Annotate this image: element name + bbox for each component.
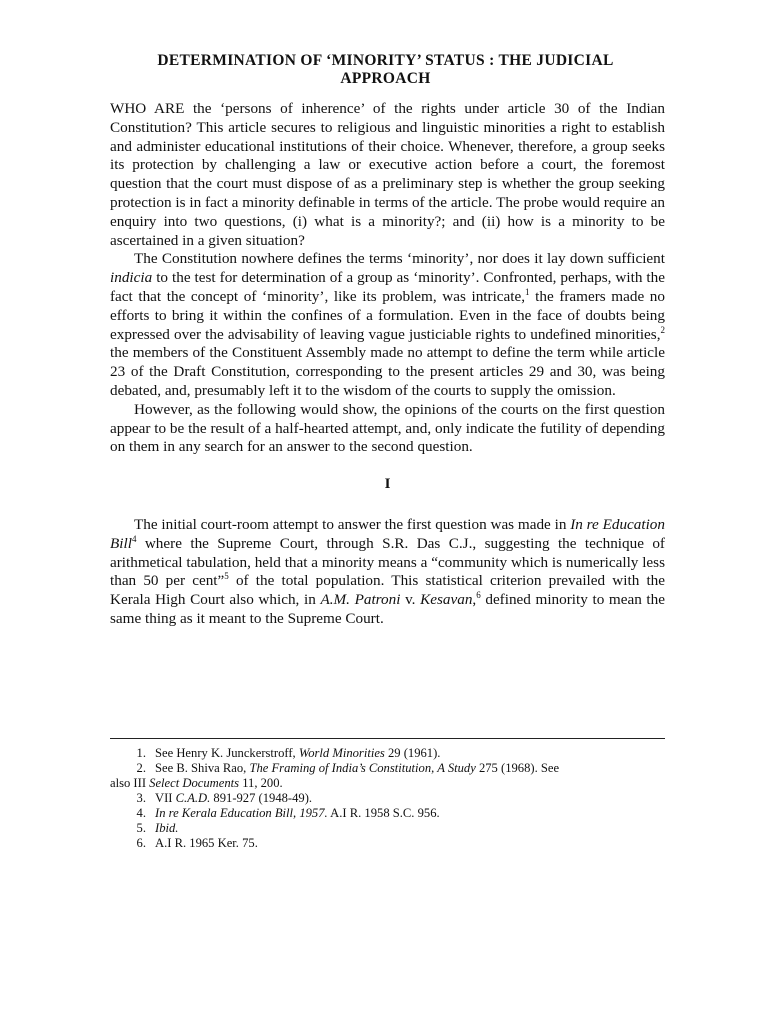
footnote-text-post: 891-927 (1948-49). <box>210 791 313 805</box>
footnote-italic: Select Documents <box>149 776 240 790</box>
footnote-ref-2[interactable]: 2 <box>660 324 665 335</box>
paragraph-1: WHO ARE the ‘persons of inherence’ of the rights under article 30 of the Indian Constitution? This article secures to religious and linguistic minorities a right to establish and administer educational institutions of their choice. Whenever, therefore, a group seeks its protection by challenging a law or executive action before a court, the foremost question that the court must dispose of as a preliminary step is whether the group seeking protection is in fact a minority definable in terms of the article. The probe would require an enquiry into two questions, (i) what is a minority?; and (ii) how is a minority to be ascertained in a given situation? <box>110 100 665 249</box>
article-title <box>108 52 663 88</box>
footnote-text-post: 29 (1961). <box>384 746 441 760</box>
footnote-text: See B. Shiva Rao, <box>155 761 250 775</box>
footnote-italic: Ibid. <box>155 821 179 835</box>
footnote-6 <box>110 836 670 851</box>
footnote-text: See Henry K. Junckerstroff, <box>155 746 299 760</box>
footnote-ref-1[interactable]: 1 <box>525 286 530 297</box>
footnote-italic: World Minorities <box>298 746 385 760</box>
footnote-divider <box>110 738 665 739</box>
footnote-ref-5[interactable]: 5 <box>224 571 229 582</box>
footnote-text: A.I R. 1965 Ker. 75. <box>155 836 258 850</box>
footnote-number: 6. <box>136 836 146 850</box>
p4-italic-patroni: A.M. Patroni <box>320 591 401 609</box>
footnote-number: 4. <box>136 806 146 820</box>
footnote-3 <box>110 791 670 806</box>
footnote-italic: In re Kerala Education Bill, 1957. <box>155 806 328 820</box>
p4-text-b: where the Supreme Court, through S.R. Das C.J., suggesting the technique of arithmetical tabulation, held that a minority means a “community which is numerically less than 50 per cent” <box>110 534 665 590</box>
p4-text-c: of the total population. This statistical criterion prevailed with the Kerala High Court also which, in <box>110 572 666 609</box>
footnote-ref-4[interactable]: 4 <box>131 533 137 544</box>
footnote-ref-6[interactable]: 6 <box>476 590 481 601</box>
footnote-italic: The Framing of India’s Constitution, A Study <box>249 761 476 775</box>
p4-italic-case: In re Education Bill <box>110 515 665 552</box>
p2-italic-indicia: indicia <box>110 269 153 287</box>
section-heading: I <box>384 476 391 493</box>
p2-text-d: the members of the Constituent Assembly made no attempt to define the term while article 23 of the Draft Constitution, corresponding to the present articles 29 and 30, was being debated, and, presumably left it to the wisdom of the courts to supply the omission. <box>110 344 665 399</box>
p2-text-c: the framers made no efforts to bring it within the confines of a formulation. Even in the face of doubts being expressed over the advisability of leaving vague justiciable rights to undefined minorities, <box>110 287 665 343</box>
footnote-number: 3. <box>136 791 146 805</box>
footnote-text-post: A.I R. 1958 S.C. 956. <box>327 806 440 820</box>
p4-text-a: The initial court-room attempt to answer the first question was made in <box>134 515 571 533</box>
footnote-number: 1. <box>136 746 146 760</box>
footnote-number: 2. <box>136 761 146 775</box>
p2-text-a: The Constitution nowhere defines the terms ‘minority’, nor does it lay down sufficient <box>134 250 665 268</box>
footnote-text-post: 11, 200. <box>239 776 283 790</box>
footnotes <box>110 746 670 851</box>
paragraph-3: However, as the following would show, the opinions of the courts on the first question appear to be the result of a half-hearted attempt, and, only indicate the futility of depending on them in any search for an answer to the second question. <box>110 400 665 456</box>
footnote-text: also III <box>110 776 150 790</box>
paragraph-4: The initial court-room attempt to answer the first question was made in In re Education Bill$^4$ where the Supreme Court, through S.R. Das C.J., suggesting the technique of arithmetical tabulation, held that a minority means a “community which is numerically less than 50 per cent”$^5$ of the total population. This statistical criterion prevailed with the Kerala High Court also which, in A.M. Patroni v. Kesavan,$^6$ defined minority to mean the same thing as it meant to the Supreme Court. <box>110 515 666 627</box>
paragraph-2 <box>110 250 665 400</box>
p4-text-d: defined minority to mean the same thing as it meant to the Supreme Court. <box>110 591 665 627</box>
article-body <box>110 100 665 629</box>
footnote-text: VII <box>155 791 176 805</box>
title-line-1: DETERMINATION OF ‘MINORITY’ STATUS : THE JUDICIAL <box>157 52 614 69</box>
footnote-4 <box>110 806 670 821</box>
footnote-number: 5. <box>136 821 146 835</box>
footnote-2 <box>110 761 670 776</box>
p4-text-v: v. <box>400 591 421 609</box>
p2-text-b: to the test for determination of a group as ‘minority’. Confronted, perhaps, with the fact that the concept of ‘minority’, like its problem, was intricate, <box>110 269 665 305</box>
footnote-text-post: 275 (1968). See <box>475 761 560 775</box>
footnote-1 <box>110 746 670 761</box>
title-line-2: APPROACH <box>340 70 431 87</box>
footnote-2-continued <box>110 776 670 791</box>
p4-italic-kesavan: Kesavan <box>420 591 473 609</box>
footnote-italic: C.A.D. <box>175 791 211 805</box>
footnote-5 <box>110 821 670 836</box>
